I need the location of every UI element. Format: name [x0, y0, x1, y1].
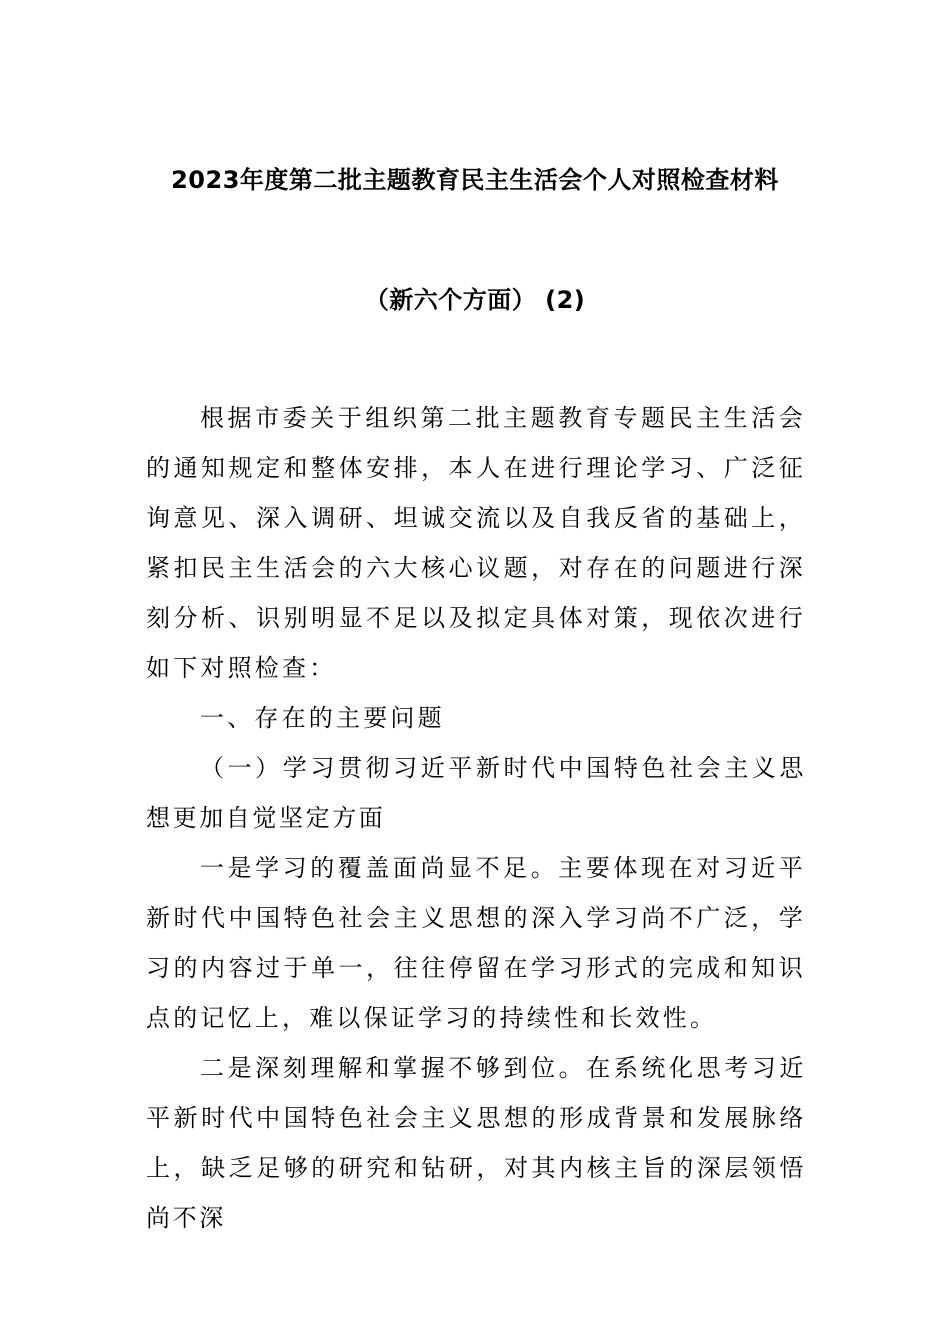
- intro-paragraph: 根据市委关于组织第二批主题教育专题民主生活会的通知规定和整体安排，本人在进行理论学习、广泛征询意见、深入调研、坦诚交流以及自我反省的基础上，紧扣民主生活会的六大核心议题，对存在的问题进行深刻分析、识别明显不足以及拟定具体对策，现依次进行如下对照检查：: [146, 404, 806, 682]
- point-two-paragraph: 二是深刻理解和掌握不够到位。在系统化思考习近平新时代中国特色社会主义思想的形成背景和发展脉络上，缺乏足够的研究和钻研，对其内核主旨的深层领悟尚不深: [146, 1054, 806, 1232]
- section-heading: 一、存在的主要问题: [200, 704, 445, 732]
- document-body: [146, 393, 806, 1243]
- document-subtitle: （新六个方面） (2): [364, 286, 586, 314]
- document-title: 2023年度第二批主题教育民主生活会个人对照检查材料: [171, 166, 779, 194]
- subsection-heading: （一）学习贯彻习近平新时代中国特色社会主义思想更加自觉坚定方面: [146, 754, 806, 832]
- point-one-paragraph: 一是学习的覆盖面尚显不足。主要体现在对习近平新时代中国特色社会主义思想的深入学习尚不广泛，学习的内容过于单一，往往停留在学习形式的完成和知识点的记忆上，难以保证学习的持续性和长效性。: [146, 854, 806, 1032]
